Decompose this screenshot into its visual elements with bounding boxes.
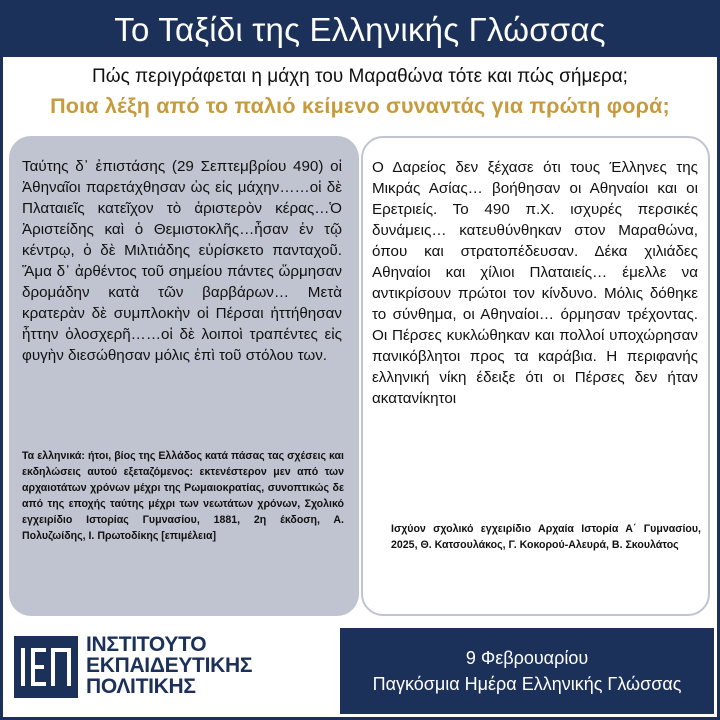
date-text: 9 Φεβρουαρίου [465,648,589,668]
iep-logo [14,632,274,708]
question-line-1: Πώς περιγράφεται η μάχη του Μαραθώνα τότε και πώς σήμερα; [92,66,628,87]
modern-text-body: Ο Δαρείος δεν ξέχασε ότι τους Έλληνες της Μικράς Ασίας… βοήθησαν οι Αθηναίοι και οι Ερετριείς. Το 490 π.Χ. ισχυρές περσικές δυνάμεις… κατευθύνθηκαν στον Μαραθώνα, όπου και στρατοπέδευσαν. Δέκα χιλιάδες Αθηναίοι και χίλιοι Πλαταιείς… έμελλε να αντικρίσουν πρώτοι τον κίνδυνο. Μόλις δόθηκε το σύνθημα, οι Αθηναίοι… όρμησαν τρέχοντας. Οι Πέρσες κυκλώθηκαν και πολλοί υποχώρησαν πανικόβλητοι προς τα καράβια. Η περιφανής ελληνική νίκη έδειξε ότι οι Πέρσες δεν ήταν ακατανίκητοι [372,159,698,407]
occasion-text: Παγκόσμια Ημέρα Ελληνικής Γλώσσας [372,674,682,694]
title-bar [3,3,717,57]
old-text-body: Ταύτης δ᾽ ἐπιστάσης (29 Σεπτεμβρίου 490) οἱ Ἀθηναῖοι παρετάχθησαν ὡς εἰς μάχην……οἱ δὲ Πλαταιεῖς κατεῖχον τὸ ἀριστερὸν κέρας…Ὁ Ἀριστείδης καὶ ὁ Θεμιστοκλῆς…ἦσαν ἐν τῷ κέντρῳ, ὁ δὲ Μιλτιάδης εὑρίσκετο πανταχοῦ. Ἅμα δ᾽ ἀρθέντος τοῦ σημείου πάντες ὥρμησαν δρομάδην κατὰ τῶν βαρβάρων… Μετὰ κρατερὰν δὲ συμπλοκὴν οἱ Πέρσαι ἡττήθησαν ἧττην ὁλοσχερῆ……οἱ δὲ λοιποὶ τραπέντες εἰς φυγὴν διεσώθησαν μόλις ἐπὶ τοῦ στόλου των. [22,158,342,364]
logo-line-2: ΕΚΠΑΙΔΕΥΤΙΚΗΣ [86,654,253,677]
modern-text-panel [361,136,710,616]
iep-logo-text [86,634,252,697]
logo-line-1: ΙΝΣΤΙΤΟΥΤΟ [86,633,207,656]
old-text-source: Τα ελληνικά: ήτοι, βίος της Ελλάδος κατά πάσας τας σχέσεις και εκδηλώσεις αυτού εξεταζόμενος: εκτενέστερον μεν από των αρχαιοτάτων χρόνων μέχρι της Ρωμαιοκρατίας, συνοπτικώς δε από της εποχής ταύτης μέχρι των νεωτάτων χρόνων, Σχολικό εγχειρίδιο Ιστορίας Γυμνασίου, 1881, 2η έκδοση, Α. Πολυζωίδης, Ι. Πρωτοδίκης [επιμέλεια] [22,450,344,542]
page-title: Το Ταξίδι της Ελληνικής Γλώσσας [114,11,606,48]
old-text-panel [9,136,359,616]
iep-logo-mark [14,636,78,698]
date-box [340,628,714,714]
modern-text-source: Ισχύον σχολικό εγχειρίδιο Αρχαία Ιστορία Α΄ Γυμνασίου, 2025, Θ. Κατσουλάκος, Γ. Κοκορού-Αλευρά, Β. Σκουλάτος [391,523,701,551]
logo-line-3: ΠΟΛΙΤΙΚΗΣ [86,675,196,698]
question-line-2: Ποια λέξη από το παλιό κείμενο συναντάς για πρώτη φορά; [50,94,670,118]
